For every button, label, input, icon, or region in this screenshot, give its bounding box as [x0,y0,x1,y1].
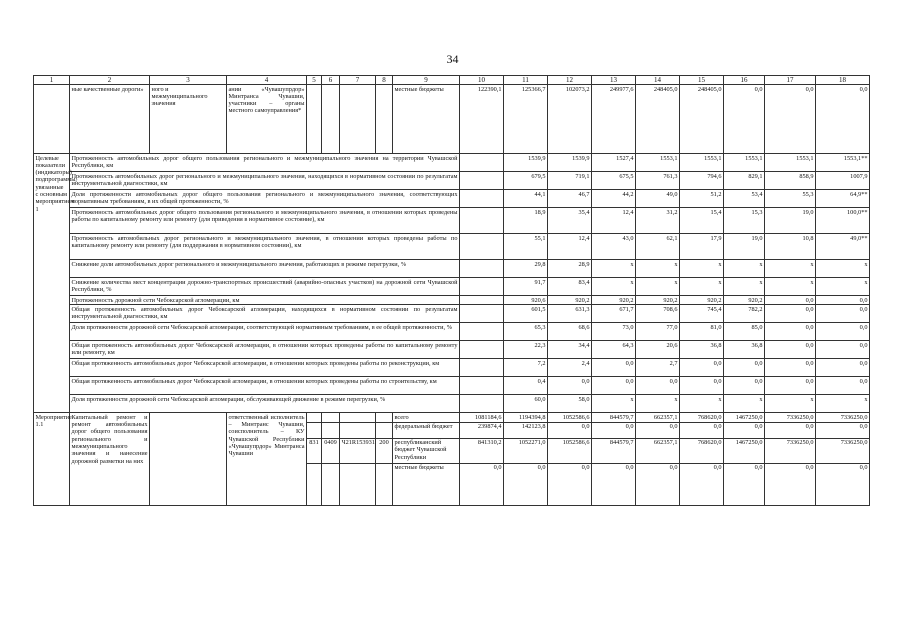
blank-cell [340,463,376,505]
value-cell: 0,0 [816,305,870,323]
budget-code-cell: 831 [307,438,322,463]
value-cell: 0,0 [765,341,816,359]
value-cell: 708,6 [636,305,680,323]
value-cell: 7336250,0 [765,413,816,422]
value-cell: 631,3 [548,305,592,323]
indicator-text-cell: Протяженность автомобильных дорог общего пользования регионального и межмуниципального значения на территории Чувашской Республики, км [70,154,460,172]
value-cell: 36,8 [680,341,724,359]
indicator-text-cell: Общая протяженность автомобильных дорог Чебоксарской агломерации, находящихся в нормативном состоянии по результатам инструментальной диагностики, км [70,305,460,323]
blank-cell [460,323,504,341]
value-cell: 58,0 [548,395,592,413]
value-cell: 858,9 [765,172,816,190]
indicator-text-cell: Протяженность автомобильных дорог регионального и межмуниципального значения, в отношении которых проведены работы по капитальному ремонту или ремонту (для поддержания в нормативном состоянии), км [70,234,460,260]
funding-source-cell: республиканский бюджет Чувашской Республики [393,438,460,463]
value-cell: 782,2 [724,305,765,323]
value-cell: 0,0 [592,422,636,438]
value-cell: 19,0 [765,208,816,234]
value-cell: x [765,395,816,413]
value-cell: 83,4 [548,278,592,296]
blank-cell [307,413,322,422]
value-cell: 125366,7 [504,85,548,154]
value-cell: 10,8 [765,234,816,260]
value-cell: 1052271,0 [504,438,548,463]
value-cell: 829,1 [724,172,765,190]
value-cell: 46,7 [548,190,592,208]
value-cell: 62,1 [636,234,680,260]
indicator-row [34,296,870,305]
value-cell: 18,9 [504,208,548,234]
value-cell: 1553,1 [724,154,765,172]
header-cell: 7 [340,76,376,85]
indicator-row [34,208,870,234]
indicator-row [34,190,870,208]
value-cell: 0,0 [592,359,636,377]
value-cell: 0,0 [504,463,548,505]
executor-cell: ответственный исполнитель – Минтранс Чувашии, соисполнитель – КУ Чувашской Республики «Чувашупрдор» Минтранса Чувашии [227,413,307,505]
value-cell: 0,0 [724,359,765,377]
indicator-text-cell: Доля протяженности дорожной сети Чебоксарской агломерации, соответствующей нормативным требованиям, в ее общей протяженности, % [70,323,460,341]
indicator-row [34,260,870,278]
budget-code-cell: Ч21R153931 [340,438,376,463]
road-type-cell: ного и межмуниципального значения [150,85,227,154]
value-cell: 662357,1 [636,438,680,463]
value-cell: 920,2 [724,296,765,305]
value-cell: 1007,9 [816,172,870,190]
blank-cell [340,85,376,154]
header-cell: 5 [307,76,322,85]
indicator-text-cell: Доля протяженности дорожной сети Чебоксарской агломерации, обслуживающей движение в режиме перегрузки, % [70,395,460,413]
value-cell: 768620,0 [680,438,724,463]
value-cell: 844579,7 [592,413,636,422]
blank-cell [307,85,322,154]
header-cell: 13 [592,76,636,85]
indicator-row [34,341,870,359]
blank-cell [376,463,393,505]
value-cell: 44,2 [592,190,636,208]
blank-cell [340,413,376,422]
indicator-text-cell: Протяженность дорожной сети Чебоксарской агломерации, км [70,296,460,305]
value-cell: 2,4 [548,359,592,377]
value-cell: 0,0 [548,377,592,395]
header-cell: 9 [393,76,460,85]
funding-source-cell: местные бюджеты [393,85,460,154]
value-cell: x [636,260,680,278]
value-cell: x [816,395,870,413]
header-cell: 10 [460,76,504,85]
value-cell: x [724,260,765,278]
value-cell: 671,7 [592,305,636,323]
blank-cell [460,296,504,305]
header-cell: 3 [150,76,227,85]
value-cell: 841310,2 [460,438,504,463]
executor-cell: ании «Чувашупрдор» Минтранса Чувашии, участники – органы местного самоуправления* [227,85,307,154]
value-cell: 0,0 [680,463,724,505]
value-cell: x [592,395,636,413]
blank-cell [460,359,504,377]
indicator-text-cell: Снижение доли автомобильных дорог регионального и межмуниципального значения, работающих в режиме перегрузки, % [70,260,460,278]
value-cell: 0,0 [724,377,765,395]
value-cell: 1553,1 [765,154,816,172]
value-cell: 920,6 [504,296,548,305]
value-cell: 1539,9 [548,154,592,172]
value-cell: 0,0 [592,463,636,505]
value-cell: 7,2 [504,359,548,377]
value-cell: 0,0 [592,377,636,395]
indicators-label-cell: Целевые показатели (индикаторы) подпрограммы, увязанные с основным мероприятием 1 [34,154,70,413]
value-cell: 102073,2 [548,85,592,154]
value-cell: 719,1 [548,172,592,190]
blank-cell [376,85,393,154]
value-cell: x [680,278,724,296]
value-cell: 1553,1** [816,154,870,172]
indicator-row [34,172,870,190]
value-cell: 0,0 [548,422,592,438]
value-cell: x [592,260,636,278]
blank-cell [322,463,340,505]
value-cell: 0,0 [816,341,870,359]
value-cell: x [636,278,680,296]
value-cell: 0,0 [724,463,765,505]
value-cell: 0,0 [816,359,870,377]
indicator-text-cell: Общая протяженность автомобильных дорог Чебоксарской агломерации, в отношении которых проведены работы по капитальному ремонту или ремонту, км [70,341,460,359]
header-cell: 6 [322,76,340,85]
value-cell: 0,0 [765,305,816,323]
value-cell: 1081184,6 [460,413,504,422]
value-cell: 662357,1 [636,413,680,422]
blank-cell [460,260,504,278]
indicator-text-cell: Протяженность автомобильных дорог регионального и межмуниципального значения, находящихся в нормативном состоянии по результатам инструментальной диагностики, км [70,172,460,190]
blank-cell [460,208,504,234]
value-cell: 15,4 [680,208,724,234]
blank-cell [460,190,504,208]
value-cell: 12,4 [548,234,592,260]
value-cell: 22,3 [504,341,548,359]
value-cell: 7336250,0 [765,438,816,463]
header-cell: 8 [376,76,393,85]
value-cell: x [765,278,816,296]
program-table [33,75,870,506]
table-row [34,85,870,154]
header-cell: 18 [816,76,870,85]
blank-cell [322,413,340,422]
value-cell: 0,0 [765,85,816,154]
blank-cell [460,377,504,395]
value-cell: x [816,278,870,296]
value-cell: 100,0** [816,208,870,234]
indicator-row [34,278,870,296]
value-cell: 675,5 [592,172,636,190]
funding-source-cell: всего [393,413,460,422]
header-cell: 16 [724,76,765,85]
indicator-row [34,359,870,377]
header-cell: 1 [34,76,70,85]
indicator-text-cell: Общая протяженность автомобильных дорог Чебоксарской агломерации, в отношении которых проведены работы по строительству, км [70,377,460,395]
header-cell: 11 [504,76,548,85]
value-cell: 85,0 [724,323,765,341]
value-cell: 0,0 [765,463,816,505]
value-cell: 0,0 [548,463,592,505]
value-cell: 768620,0 [680,413,724,422]
blank-cell [340,422,376,438]
value-cell: 65,3 [504,323,548,341]
value-cell: 0,0 [636,377,680,395]
value-cell: 122390,1 [460,85,504,154]
value-cell: 0,0 [680,359,724,377]
funding-source-cell: федеральный бюджет [393,422,460,438]
value-cell: x [680,395,724,413]
value-cell: 844579,7 [592,438,636,463]
blank-cell [460,395,504,413]
funding-source-cell: местные бюджеты [393,463,460,505]
value-cell: 0,0 [816,85,870,154]
blank-cell [322,85,340,154]
value-cell: 0,0 [765,323,816,341]
value-cell: x [680,260,724,278]
value-cell: 920,2 [592,296,636,305]
value-cell: 31,2 [636,208,680,234]
value-cell: 51,2 [680,190,724,208]
value-cell: 64,9** [816,190,870,208]
value-cell: 68,6 [548,323,592,341]
value-cell: 745,4 [680,305,724,323]
indicator-row [34,154,870,172]
value-cell: 60,0 [504,395,548,413]
value-cell: 19,0 [724,234,765,260]
value-cell: 1467250,0 [724,413,765,422]
value-cell: 0,0 [765,377,816,395]
blank-cell [460,341,504,359]
value-cell: 239874,4 [460,422,504,438]
value-cell: 7336250,0 [816,438,870,463]
blank-cell [307,422,322,438]
value-cell: 12,4 [592,208,636,234]
blank-cell [34,85,70,154]
value-cell: 249977,6 [592,85,636,154]
value-cell: 49,0** [816,234,870,260]
value-cell: x [592,278,636,296]
value-cell: 53,4 [724,190,765,208]
value-cell: 1052586,6 [548,413,592,422]
blank-cell [322,422,340,438]
value-cell: 55,3 [765,190,816,208]
value-cell: 920,2 [548,296,592,305]
value-cell: 1553,1 [680,154,724,172]
header-cell: 17 [765,76,816,85]
measure-label-cell: Мероприятие 1.1 [34,413,70,505]
value-cell: 7336250,0 [816,413,870,422]
blank-cell [307,463,322,505]
value-cell: 36,8 [724,341,765,359]
value-cell: 0,0 [724,422,765,438]
value-cell: 0,0 [816,296,870,305]
value-cell: x [636,395,680,413]
value-cell: 0,0 [816,323,870,341]
value-cell: 0,0 [816,377,870,395]
value-cell: 20,6 [636,341,680,359]
value-cell: x [765,260,816,278]
value-cell: 28,9 [548,260,592,278]
indicator-row [34,305,870,323]
header-cell: 12 [548,76,592,85]
blank-cell [460,172,504,190]
blank-cell [150,413,227,505]
indicator-row [34,377,870,395]
blank-cell [460,305,504,323]
value-cell: 73,0 [592,323,636,341]
measure-row [34,413,870,422]
value-cell: 91,7 [504,278,548,296]
header-row [34,76,870,85]
blank-cell [376,422,393,438]
value-cell: 2,7 [636,359,680,377]
value-cell: 0,0 [724,85,765,154]
value-cell: 794,6 [680,172,724,190]
value-cell: 0,0 [816,463,870,505]
budget-code-cell: 200 [376,438,393,463]
measure-name-cell: Капитальный ремонт и ремонт автомобильных дорог общего пользования регионального и межмуниципального значения и нанесение дорожной разметки на них [70,413,150,505]
value-cell: 0,0 [816,422,870,438]
header-cell: 15 [680,76,724,85]
value-cell: 77,0 [636,323,680,341]
value-cell: 1194394,8 [504,413,548,422]
page-number: 34 [446,52,459,66]
value-cell: 34,4 [548,341,592,359]
value-cell: 920,2 [636,296,680,305]
value-cell: 142123,8 [504,422,548,438]
header-cell: 2 [70,76,150,85]
value-cell: 35,4 [548,208,592,234]
value-cell: 0,4 [504,377,548,395]
value-cell: 248405,0 [636,85,680,154]
value-cell: 920,2 [680,296,724,305]
value-cell: 43,0 [592,234,636,260]
value-cell: 679,5 [504,172,548,190]
value-cell: 601,5 [504,305,548,323]
blank-cell [460,234,504,260]
budget-code-cell: 0409 [322,438,340,463]
value-cell: 1527,4 [592,154,636,172]
value-cell: 0,0 [765,422,816,438]
value-cell: 1467250,0 [724,438,765,463]
value-cell: 0,0 [765,359,816,377]
value-cell: x [724,278,765,296]
indicator-row [34,395,870,413]
indicator-text-cell: Снижение количества мест концентрации дорожно-транспортных происшествий (аварийно-опасных участков) на дорожной сети Чувашской Республики, % [70,278,460,296]
value-cell: 761,3 [636,172,680,190]
value-cell: 44,1 [504,190,548,208]
header-cell: 14 [636,76,680,85]
value-cell: 81,0 [680,323,724,341]
value-cell: 64,3 [592,341,636,359]
value-cell: 0,0 [460,463,504,505]
indicator-text-cell: Протяженность автомобильных дорог общего пользования регионального и межмуниципального значения, в отношении которых проведены работы по капитальному ремонту или ремонту (для приведения в нормативное состояние), км [70,208,460,234]
value-cell: 15,3 [724,208,765,234]
value-cell: 1553,1 [636,154,680,172]
value-cell: 0,0 [680,377,724,395]
value-cell: 29,8 [504,260,548,278]
value-cell: 0,0 [680,422,724,438]
value-cell: 17,9 [680,234,724,260]
value-cell: x [816,260,870,278]
blank-cell [460,278,504,296]
value-cell: 1539,9 [504,154,548,172]
indicator-row [34,234,870,260]
value-cell: 0,0 [765,296,816,305]
value-cell: 55,1 [504,234,548,260]
indicator-text-cell: Общая протяженность автомобильных дорог Чебоксарской агломерации, в отношении которых проведены работы по реконструкции, км [70,359,460,377]
value-cell: 49,0 [636,190,680,208]
value-cell: 1052586,6 [548,438,592,463]
value-cell: 0,0 [636,463,680,505]
blank-cell [376,413,393,422]
value-cell: 248405,0 [680,85,724,154]
value-cell: x [724,395,765,413]
header-cell: 4 [227,76,307,85]
value-cell: 0,0 [636,422,680,438]
indicator-text-cell: Доля протяженности автомобильных дорог общего пользования регионального и межмуниципального значения, соответствующих нормативным требованиям, в их общей протяженности, % [70,190,460,208]
blank-cell [460,154,504,172]
indicator-row [34,323,870,341]
measure-name-cell: ные качественные дороги» [70,85,150,154]
